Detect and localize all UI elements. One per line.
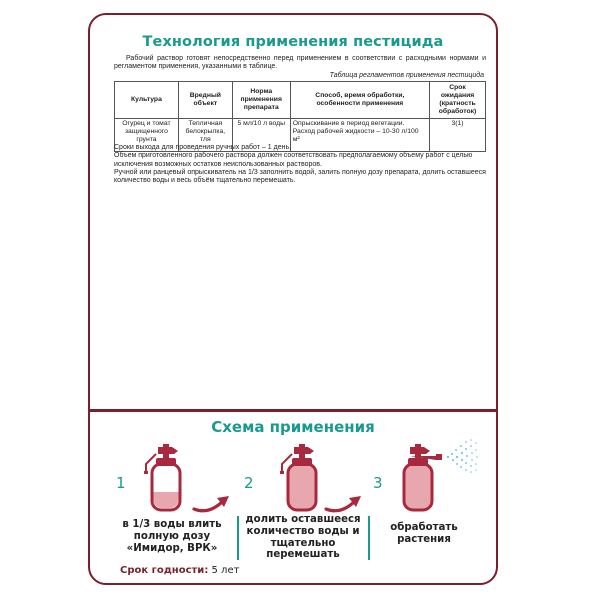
cell-rate: 5 мл/10 л воды	[232, 119, 290, 152]
regulations-table	[114, 81, 486, 152]
table-caption: Таблица регламентов применения пестицида	[329, 72, 484, 79]
arrow-icon	[323, 487, 369, 515]
step-1-text: в 1/3 воды влить полную дозу «Имидор, ВРК»	[122, 519, 222, 554]
step-divider	[368, 516, 370, 560]
cell-wait: 3(1)	[430, 119, 486, 152]
step-1-number: 1	[116, 474, 126, 492]
header-pest: Вредный объект	[178, 82, 232, 119]
cell-pest: Тепличная белокрылка, тля	[178, 119, 232, 152]
note-preparation: Ручной или ранцевый опрыскиватель на 1/3 заполнить водой, залить полную дозу препарата, долить оставшееся количество воды и весь объём тщательно перемешать.	[114, 168, 486, 185]
spray-mist-icon	[444, 436, 480, 476]
note-volume: Объем приготовленного рабочего раствора должен соответствовать предполагаемому объему работ с целью исключения возможных остатков неиспользованных растворов.	[114, 152, 473, 168]
scheme-title: Схема применения	[211, 418, 375, 436]
step-2-text: долить оставшееся количество воды и тщательно перемешать	[245, 514, 361, 561]
page-title: Технология применения пестицида	[142, 34, 444, 50]
arrow-icon	[191, 487, 237, 515]
cell-crop: Огурец и томат защищенного грунта	[115, 119, 179, 152]
note-reentry: Сроки выхода для проведения ручных работ – 1 день.	[114, 144, 292, 151]
table-header-row	[115, 82, 486, 119]
header-crop: Культура	[115, 82, 179, 119]
step-3-text: обработать растения	[390, 522, 458, 545]
step-2-number: 2	[244, 474, 254, 492]
notes	[114, 144, 486, 185]
header-method: Способ, время обработки, особенности применения	[290, 82, 429, 119]
header-rate: Норма применения препарата	[232, 82, 290, 119]
shelf-life	[120, 565, 239, 576]
step-divider	[237, 516, 239, 560]
cell-method: Опрыскивание в период вегетации. Расход рабочей жидкости – 10-30 л/100 м²	[290, 119, 429, 152]
step-3-number: 3	[373, 474, 383, 492]
shelf-life-value: 5 лет	[211, 565, 240, 576]
sprayer-icon	[136, 442, 196, 512]
intro-paragraph: Рабочий раствор готовят непосредственно перед применением в соответствии с расходными нормами и регламентом применения, указанными в таблице.	[114, 55, 486, 71]
header-wait: Срок ожидания (кратность обработок)	[430, 82, 486, 119]
shelf-life-label: Срок годности:	[120, 565, 209, 576]
section-divider	[89, 409, 497, 412]
